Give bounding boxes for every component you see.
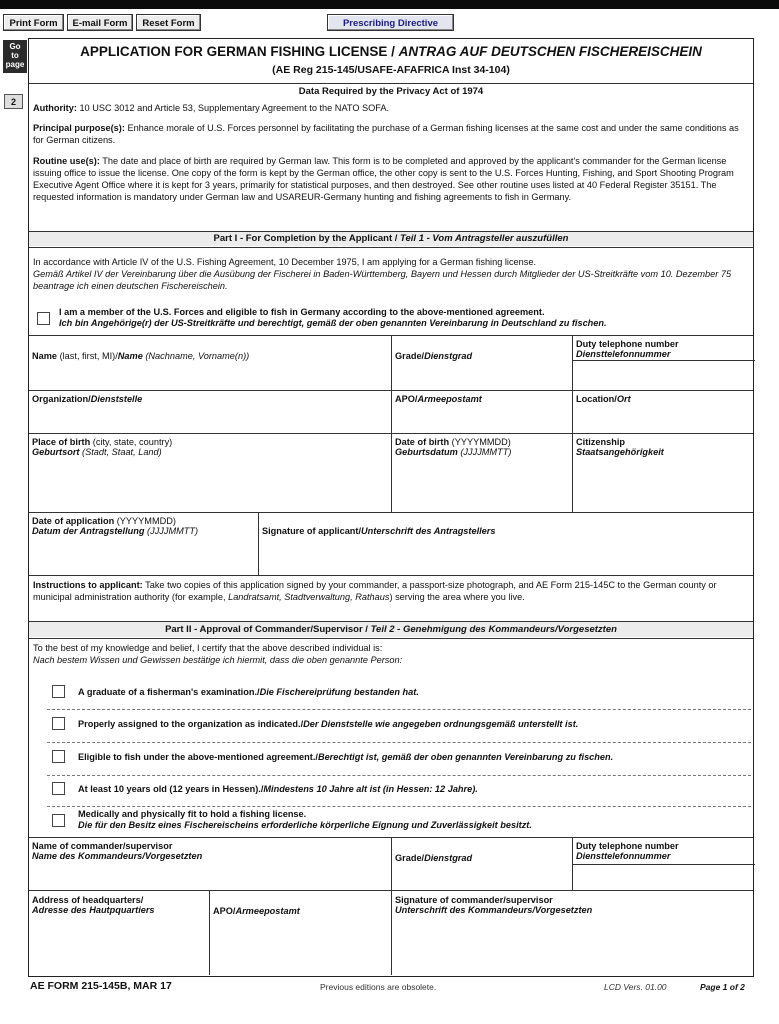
- pob-label-en: Place of birth: [32, 437, 91, 447]
- part2-heading: [29, 622, 753, 637]
- doa-hint-de: (JJJJMMTT): [144, 526, 199, 536]
- grade-label-de: Dienstgrad: [424, 351, 473, 361]
- cmdr-grade-label-de: Dienstgrad: [424, 853, 473, 863]
- divider: [572, 360, 755, 361]
- page-indicator: Page 1 of 2: [700, 982, 745, 992]
- apo-label-de: Armeepostamt: [417, 394, 482, 404]
- goto-line: Go: [9, 42, 21, 51]
- member-statement-de: Ich bin Angehörige(r) der US-Streitkräfte und berechtigt, gemäß der oben genannten Vereinbarung in Deutschland zu fischen.: [59, 318, 607, 328]
- part1-heading-de: Teil 1 - Vom Antragsteller auszufüllen: [400, 233, 569, 244]
- goto-line: page: [5, 60, 25, 69]
- location-label-de: Ort: [616, 394, 631, 404]
- date-of-birth-field[interactable]: [395, 437, 511, 457]
- purpose-label: Principal purpose(s):: [33, 123, 125, 133]
- routine-text: [33, 155, 747, 203]
- age-text: [78, 784, 478, 795]
- assigned-text-de: Der Dienststelle wie angegeben ordnungsgemäß unterstellt ist.: [303, 719, 579, 729]
- citizenship-label-en: Citizenship: [576, 437, 626, 447]
- commander-signature-field[interactable]: [395, 895, 592, 915]
- duty-phone-label-en: Duty telephone number: [576, 339, 679, 349]
- cmdr-sig-label-de: Unterschrift des Kommandeurs/Vorgesetzten: [395, 905, 593, 915]
- doa-label-en: Date of application: [32, 516, 115, 526]
- assigned-text: [78, 719, 578, 730]
- authority-value: 10 USC 3012 and Article 53, Supplementary Agreement to the NATO SOFA.: [76, 103, 390, 113]
- name-label-en: Name: [32, 351, 58, 361]
- part2-intro-en: To the best of my knowledge and belief, I certify that the above described individual is:: [33, 643, 383, 653]
- divider: [391, 890, 392, 975]
- place-of-birth-field[interactable]: [32, 437, 172, 457]
- divider: [29, 83, 753, 84]
- apo-label-en: APO/: [395, 394, 418, 404]
- divider: [47, 775, 751, 776]
- fitness-text: [78, 809, 532, 831]
- duty-phone-label-de: Diensttelefonnummer: [576, 349, 671, 359]
- divider: [391, 837, 392, 890]
- page-number-field[interactable]: 2: [4, 94, 23, 109]
- cmdr-sig-label-en: Signature of commander/supervisor: [395, 895, 553, 905]
- doa-hint-en: (YYYYMMDD): [114, 516, 176, 526]
- divider: [29, 433, 753, 434]
- grade-label-en: Grade/: [395, 351, 425, 361]
- print-form-button[interactable]: Print Form: [3, 14, 64, 31]
- instructions-label: Instructions to applicant:: [33, 580, 143, 590]
- instructions-part1: Take two copies of this application signed by your commander, a passport-size photograph, and AE Form 215-145C to the German county or municipal administration authority (for example,: [33, 580, 717, 602]
- eligible-text-en: Eligible to fish under the above-mentioned agreement./: [78, 752, 318, 762]
- cmdr-phone-label-de: Diensttelefonnummer: [576, 851, 671, 861]
- goto-line: to: [11, 51, 19, 60]
- cmdr-label-de: Name des Kommandeurs/Vorgesetzten: [32, 851, 203, 861]
- divider: [47, 742, 751, 743]
- location-label-en: Location/: [576, 394, 617, 404]
- graduate-text-en: A graduate of a fisherman's examination./: [78, 687, 260, 697]
- hq-address-field[interactable]: [32, 895, 155, 915]
- graduate-text: [78, 687, 419, 698]
- authority-label: Authority:: [33, 103, 77, 113]
- date-of-application-field[interactable]: [32, 516, 198, 536]
- part1-heading: [29, 232, 753, 246]
- eligible-checkbox[interactable]: [52, 750, 65, 763]
- divider: [572, 335, 573, 512]
- pob-hint-de: (Stadt, Staat, Land): [79, 447, 162, 457]
- hq-apo-label-en: APO/: [213, 906, 236, 916]
- commander-phone-field[interactable]: [576, 841, 679, 861]
- part1-intro-de: Gemäß Artikel IV der Vereinbarung über die Ausübung der Fischerei in Baden-Württemberg, Bayern und Hessen durch Mitglieder der US-Streitkräfte vom 10. Dezember 75 beantrage ich einen deutschen Fischereischein.: [33, 269, 732, 291]
- hq-label-en: Address of headquarters/: [32, 895, 144, 905]
- part1-intro: [33, 256, 747, 292]
- citizenship-label-de: Staatsangehörigkeit: [576, 447, 664, 457]
- divider: [29, 390, 753, 391]
- dob-hint-de: (JJJJMMTT): [457, 447, 512, 457]
- name-hint-de: (Nachname, Vorname(n)): [142, 351, 250, 361]
- part1-intro-en: In accordance with Article IV of the U.S. Fishing Agreement, 10 December 1975, I am applying for a German fishing license.: [33, 257, 537, 267]
- pob-label-de: Geburtsort: [32, 447, 80, 457]
- dob-label-en: Date of birth: [395, 437, 450, 447]
- obsolete-note: Previous editions are obsolete.: [320, 982, 437, 992]
- go-to-page-button[interactable]: [3, 40, 27, 73]
- age-checkbox[interactable]: [52, 782, 65, 795]
- part2-intro: [33, 642, 747, 666]
- grade-field[interactable]: [395, 351, 472, 361]
- instructions-text: [33, 579, 747, 603]
- divider: [47, 806, 751, 807]
- purpose-text: [33, 122, 747, 146]
- cmdr-label-en: Name of commander/supervisor: [32, 841, 173, 851]
- fitness-text-en: Medically and physically fit to hold a fishing license.: [78, 809, 307, 819]
- hq-apo-field[interactable]: [213, 906, 300, 916]
- eligible-text: [78, 752, 613, 763]
- apo-field[interactable]: [395, 394, 482, 404]
- instructions-part2: ) serving the area where you live.: [389, 592, 525, 602]
- divider: [29, 575, 753, 576]
- name-hint-en: (last, first, MI)/: [57, 351, 118, 361]
- divider: [29, 512, 753, 513]
- hq-apo-label-de: Armeepostamt: [235, 906, 300, 916]
- fitness-text-de: Die für den Besitz eines Fischereischeins erforderliche körperliche Eignung und Zuverlässigkeit besitzt.: [78, 820, 532, 830]
- prescribing-directive-button[interactable]: Prescribing Directive: [327, 14, 454, 31]
- graduate-checkbox[interactable]: [52, 685, 65, 698]
- org-label-en: Organization/: [32, 394, 91, 404]
- divider: [29, 638, 753, 639]
- form-title-de: ANTRAG AUF DEUTSCHEN FISCHEREISCHEIN: [398, 44, 702, 59]
- routine-value: The date and place of birth are required by German law. This form is to be completed and approved by the applicant's commander for the German license issuing office to issue the license. One copy of the form is kept by the German office, the other copy is sent to the U.S. Forces Hunting, Fishing, and Sport Shooting Program Executive Agent Office where it is kept for 3 years, primarily for statistical purposes, and then destroyed. See other routine uses listed at 40 Federal Register 35151. The requested information is mandatory under German law and USAREUR-Germany hunting and fishing agreements to fish in Germany.: [33, 156, 734, 202]
- form-id: AE FORM 215-145B, MAR 17: [30, 980, 172, 992]
- part2-heading-en: Part II - Approval of Commander/Supervisor /: [165, 624, 371, 635]
- citizenship-field[interactable]: [576, 437, 664, 457]
- divider: [391, 335, 392, 512]
- name-field[interactable]: [32, 351, 249, 361]
- form-title-en: APPLICATION FOR GERMAN FISHING LICENSE /: [80, 44, 399, 59]
- part2-heading-de: Teil 2 - Genehmigung des Kommandeurs/Vorgesetzten: [370, 624, 617, 635]
- assigned-checkbox[interactable]: [52, 717, 65, 730]
- reset-form-button[interactable]: Reset Form: [136, 14, 201, 31]
- form-subtitle: (AE Reg 215-145/USAFE-AFAFRICA Inst 34-104): [272, 64, 510, 76]
- dob-hint-en: (YYYYMMDD): [449, 437, 511, 447]
- sig-label-en: Signature of applicant/: [262, 526, 362, 536]
- hq-label-de: Adresse des Hautpquartiers: [32, 905, 155, 915]
- form-title: [29, 44, 753, 59]
- location-field[interactable]: [576, 394, 631, 404]
- fitness-checkbox[interactable]: [52, 814, 65, 827]
- version-label: LCD Vers. 01.00: [604, 982, 667, 992]
- divider: [209, 890, 210, 975]
- dob-label-de: Geburtsdatum: [395, 447, 458, 457]
- name-label-de: Name: [117, 351, 143, 361]
- purpose-value: Enhance morale of U.S. Forces personnel by facilitating the purchase of a German fishing licenses at the same cost and under the same conditions as for German citizens.: [33, 123, 739, 145]
- member-statement: [59, 307, 607, 329]
- sig-label-de: Unterschrift des Antragstellers: [361, 526, 496, 536]
- instructions-examples: Landratsamt, Stadtverwaltung, Rathaus: [228, 592, 390, 602]
- commander-name-field[interactable]: [32, 841, 202, 861]
- eligible-text-de: Berechtigt ist, gemäß der oben genannten Vereinbarung zu fischen.: [317, 752, 614, 762]
- application-form: [28, 38, 754, 977]
- age-text-de: Mindestens 10 Jahre alt ist (in Hessen: 12 Jahre).: [263, 784, 478, 794]
- commander-grade-field[interactable]: [395, 853, 472, 863]
- authority-text: [33, 102, 747, 114]
- org-label-de: Dienststelle: [90, 394, 143, 404]
- divider: [258, 512, 259, 575]
- email-form-button[interactable]: E-mail Form: [67, 14, 133, 31]
- divider: [29, 247, 753, 248]
- doa-label-de: Datum der Antragstellung: [32, 526, 145, 536]
- divider: [572, 864, 755, 865]
- pob-hint-en: (city, state, country): [90, 437, 173, 447]
- top-bar: [0, 0, 779, 9]
- assigned-text-en: Properly assigned to the organization as indicated./: [78, 719, 304, 729]
- member-checkbox[interactable]: [37, 312, 50, 325]
- cmdr-grade-label-en: Grade/: [395, 853, 425, 863]
- part1-heading-en: Part I - For Completion by the Applicant /: [213, 233, 401, 244]
- cmdr-phone-label-en: Duty telephone number: [576, 841, 679, 851]
- applicant-signature-field[interactable]: [262, 526, 495, 536]
- graduate-text-de: Die Fischereiprüfung bestanden hat.: [259, 687, 419, 697]
- routine-label: Routine use(s):: [33, 156, 100, 166]
- organization-field[interactable]: [32, 394, 142, 404]
- duty-phone-field[interactable]: [576, 339, 679, 359]
- part2-intro-de: Nach bestem Wissen und Gewissen bestätige ich hiermit, dass die oben genannte Person:: [33, 655, 403, 665]
- member-statement-en: I am a member of the U.S. Forces and eligible to fish in Germany according to the above-mentioned agreement.: [59, 307, 545, 317]
- divider: [47, 709, 751, 710]
- age-text-en: At least 10 years old (12 years in Hessen)./: [78, 784, 264, 794]
- privacy-heading: Data Required by the Privacy Act of 1974: [298, 86, 484, 97]
